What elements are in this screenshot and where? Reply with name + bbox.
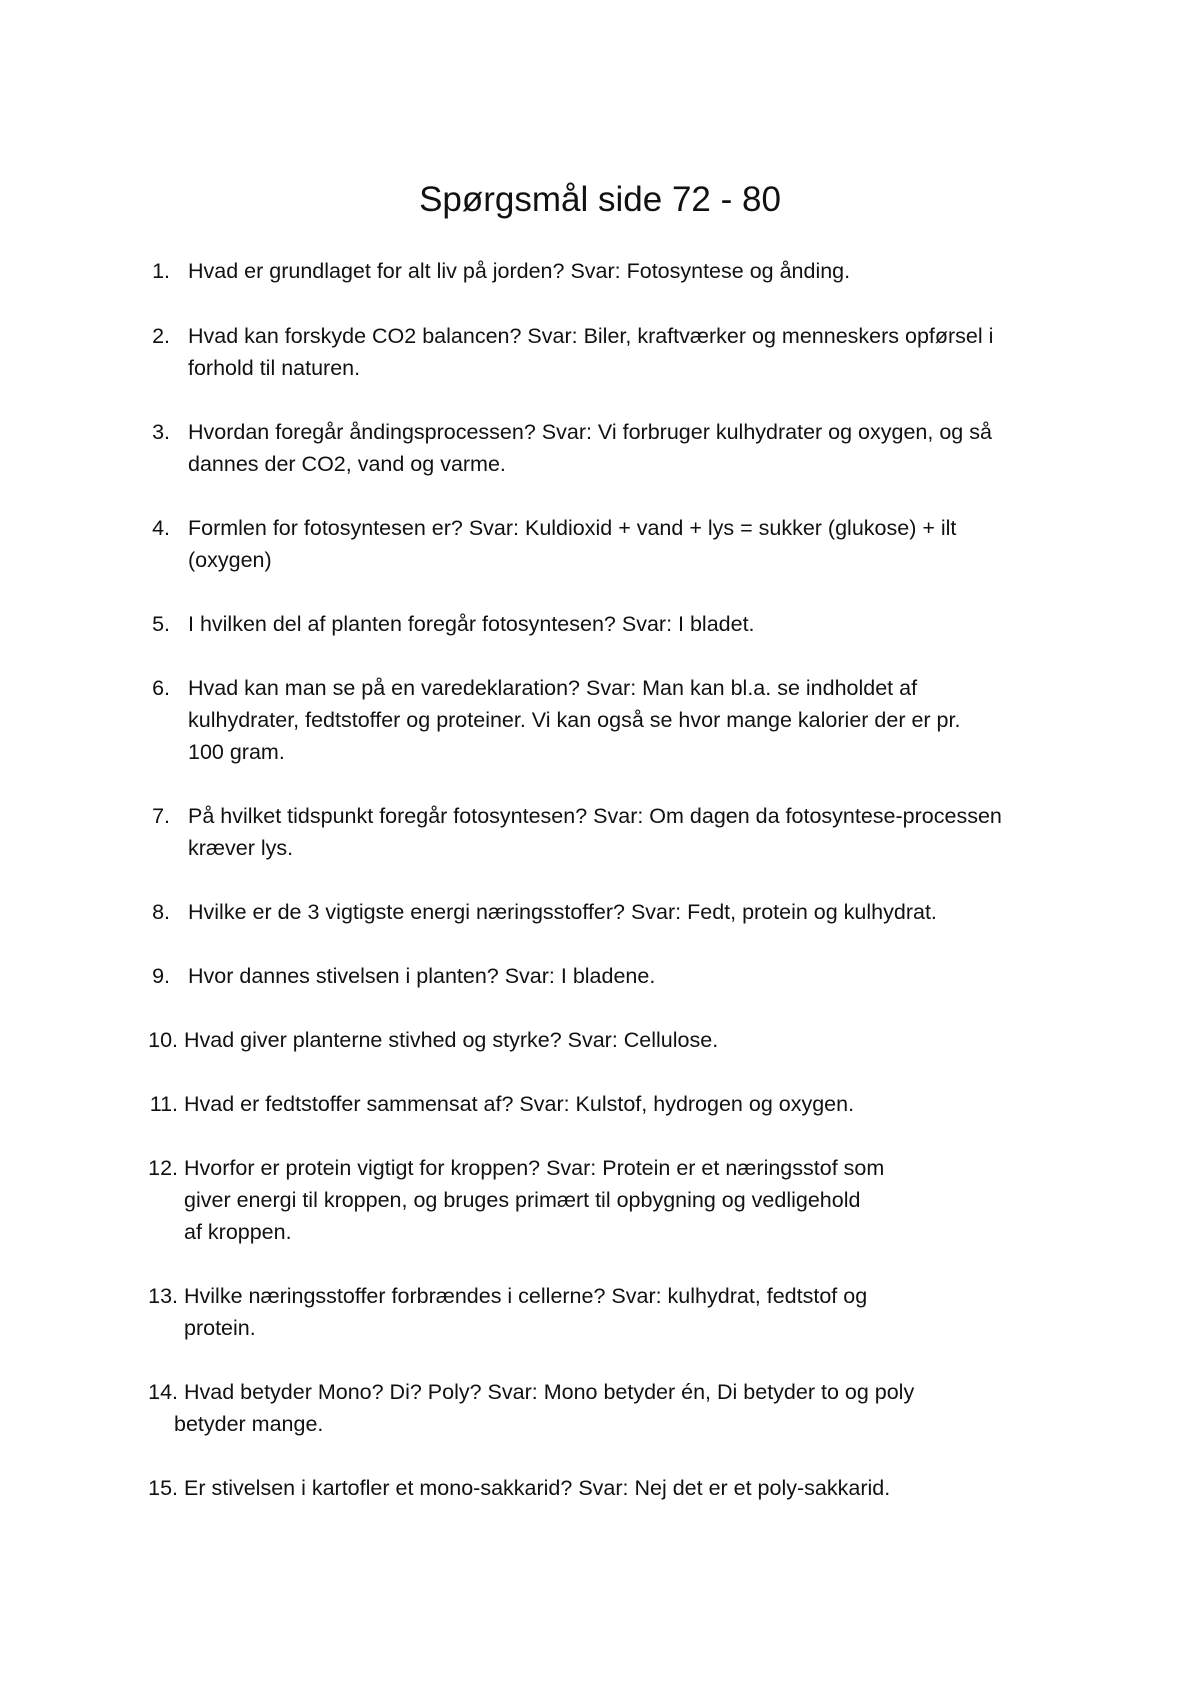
question-line: Hvor dannes stivelsen i planten? Svar: I bladene.	[188, 964, 656, 988]
question-line: forhold til naturen.	[188, 356, 361, 380]
question-text	[188, 320, 993, 384]
question-number: 6.	[152, 676, 170, 700]
question-line: (oxygen)	[188, 548, 272, 572]
question-number: 5.	[152, 612, 170, 636]
question-number: 7.	[152, 804, 170, 828]
question-number: 14.	[148, 1380, 178, 1404]
question-number: 9.	[152, 964, 170, 988]
question-text	[188, 960, 655, 992]
question-line: 100 gram.	[188, 740, 285, 764]
question-number: 12.	[148, 1156, 178, 1180]
question-line: giver energi til kroppen, og bruges primært til opbygning og vedligehold	[184, 1188, 861, 1212]
question-line: betyder mange.	[174, 1412, 324, 1436]
question-text	[188, 800, 1002, 864]
question-text	[188, 896, 937, 928]
question-text	[184, 1280, 867, 1344]
page-title: Spørgsmål side 72 - 80	[419, 180, 781, 219]
question-text	[188, 512, 956, 576]
question-line: dannes der CO2, vand og varme.	[188, 452, 506, 476]
question-line: Hvilke næringsstoffer forbrændes i cellerne? Svar: kulhydrat, fedtstof og	[184, 1284, 868, 1308]
question-number: 1.	[152, 259, 170, 283]
question-text	[174, 1376, 915, 1440]
question-line: Er stivelsen i kartofler et mono-sakkarid? Svar: Nej det er et poly-sakkarid.	[184, 1476, 891, 1500]
question-line: Hvad er grundlaget for alt liv på jorden? Svar: Fotosyntese og ånding.	[188, 259, 851, 283]
question-line: I hvilken del af planten foregår fotosyntesen? Svar: I bladet.	[188, 612, 755, 636]
question-line: Hvordan foregår åndingsprocessen? Svar: Vi forbruger kulhydrater og oxygen, og så	[188, 420, 992, 444]
question-line: Hvilke er de 3 vigtigste energi næringsstoffer? Svar: Fedt, protein og kulhydrat.	[188, 900, 937, 924]
question-line: Hvad kan man se på en varedeklaration? Svar: Man kan bl.a. se indholdet af	[188, 676, 918, 700]
question-text	[188, 608, 755, 640]
question-line: Hvorfor er protein vigtigt for kroppen? Svar: Protein er et næringsstof som	[184, 1156, 885, 1180]
question-number: 4.	[152, 516, 170, 540]
question-number: 11.	[149, 1092, 178, 1116]
question-line: protein.	[184, 1316, 256, 1340]
question-line: Formlen for fotosyntesen er? Svar: Kuldioxid + vand + lys = sukker (glukose) + ilt	[188, 516, 957, 540]
question-text	[188, 255, 850, 287]
question-line: Hvad betyder Mono? Di? Poly? Svar: Mono betyder én, Di betyder to og poly	[184, 1380, 915, 1404]
question-number: 3.	[152, 420, 170, 444]
question-number: 2.	[152, 324, 170, 348]
question-text	[184, 1152, 884, 1248]
question-text	[188, 416, 992, 480]
question-text	[184, 1472, 890, 1504]
question-line: kulhydrater, fedtstoffer og proteiner. Vi kan også se hvor mange kalorier der er pr.	[188, 708, 961, 732]
question-line: På hvilket tidspunkt foregår fotosyntesen? Svar: Om dagen da fotosyntese-processen	[188, 804, 1002, 828]
question-line: kræver lys.	[188, 836, 294, 860]
question-line: Hvad er fedtstoffer sammensat af? Svar: Kulstof, hydrogen og oxygen.	[184, 1092, 855, 1116]
question-number: 10.	[148, 1028, 178, 1052]
question-text	[184, 1024, 718, 1056]
question-line: Hvad giver planterne stivhed og styrke? Svar: Cellulose.	[184, 1028, 719, 1052]
question-number: 15.	[148, 1476, 178, 1500]
question-number: 8.	[152, 900, 170, 924]
question-text	[184, 1088, 854, 1120]
question-line: af kroppen.	[184, 1220, 292, 1244]
question-text	[188, 672, 960, 768]
question-line: Hvad kan forskyde CO2 balancen? Svar: Biler, kraftværker og menneskers opførsel i	[188, 324, 994, 348]
question-number: 13.	[148, 1284, 178, 1308]
